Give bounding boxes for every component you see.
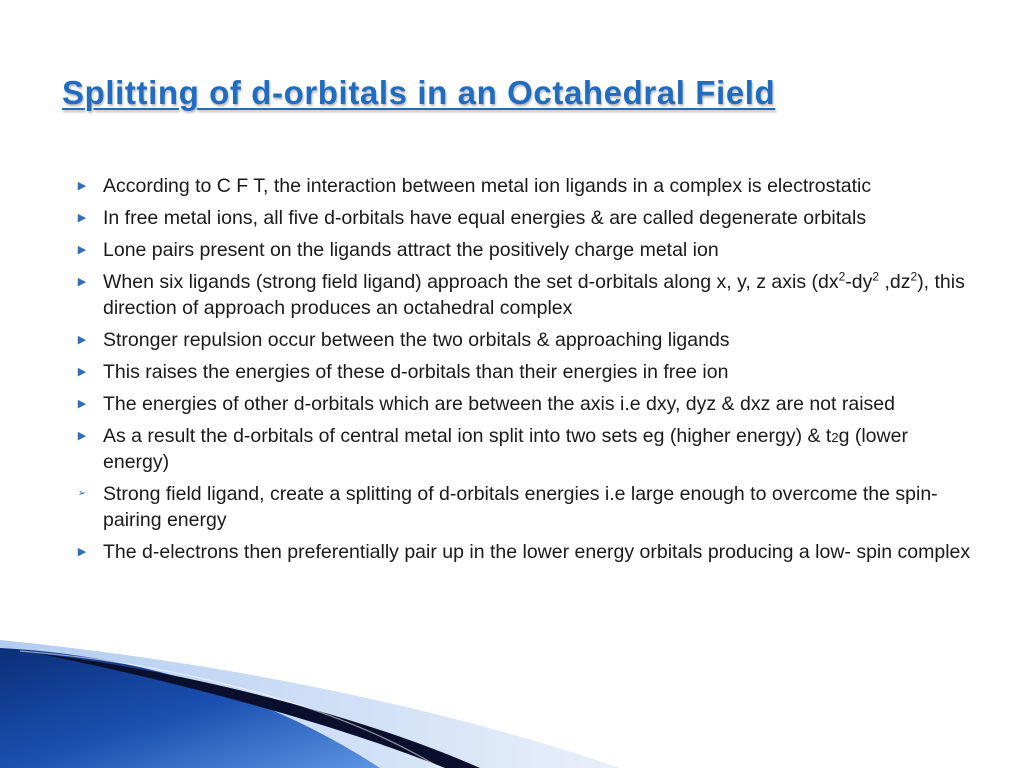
triangle-right-bullet-icon: ▶ [77,430,87,442]
bullet-item [75,237,975,263]
triangle-right-bullet-icon: ▶ [77,180,87,192]
bullet-item [75,173,975,199]
bullet-item [75,481,975,533]
triangle-right-bullet-icon: ▶ [77,334,87,346]
triangle-right-bullet-icon: ▶ [77,276,87,288]
bullet-item [75,539,975,565]
bullet-item [75,359,975,385]
bullet-text: Stronger repulsion occur between the two orbitals & approaching ligands [103,329,730,351]
bullet-text: Strong field ligand, create a splitting of d-orbitals energies i.e large enough to overcome the spin-pairing energy [103,483,938,531]
bullet-text: In free metal ions, all five d-orbitals have equal energies & are called degenerate orbitals [103,207,867,229]
bullet-text: As a result the d-orbitals of central metal ion split into two sets eg (higher energy) & t2g (lower energy) [103,425,908,473]
bullet-text: According to C F T, the interaction between metal ion ligands in a complex is electrostatic [103,175,872,197]
bullet-text: This raises the energies of these d-orbitals than their energies in free ion [103,361,729,383]
bullet-item [75,205,975,231]
bullet-item [75,391,975,417]
triangle-right-bullet-icon: ▶ [77,398,87,410]
bullet-item [75,327,975,353]
triangle-right-bullet-icon: ▶ [77,212,87,224]
triangle-right-bullet-icon: ▶ [77,244,87,256]
hollow-arrow-bullet-icon: ➢ [77,488,87,499]
bullet-list [75,173,975,571]
bullet-item [75,423,975,475]
slide-title: Splitting of d-orbitals in an Octahedral Field [62,74,776,111]
bullet-text: When six ligands (strong field ligand) approach the set d-orbitals along x, y, z axis ($dx^2-dy^2$ $,dz^2$), this direction of approach produces an octahedral complex [103,269,965,319]
bullet-text: The d-electrons then preferentially pair up in the lower energy orbitals producing a low- spin complex [103,541,971,563]
triangle-right-bullet-icon: ▶ [77,366,87,378]
bullet-text: Lone pairs present on the ligands attract the positively charge metal ion [103,239,719,261]
bullet-item [75,269,975,321]
triangle-right-bullet-icon: ▶ [77,546,87,558]
bullet-text: The energies of other d-orbitals which are between the axis i.e dxy, dyz & dxz are not raised [103,393,895,415]
